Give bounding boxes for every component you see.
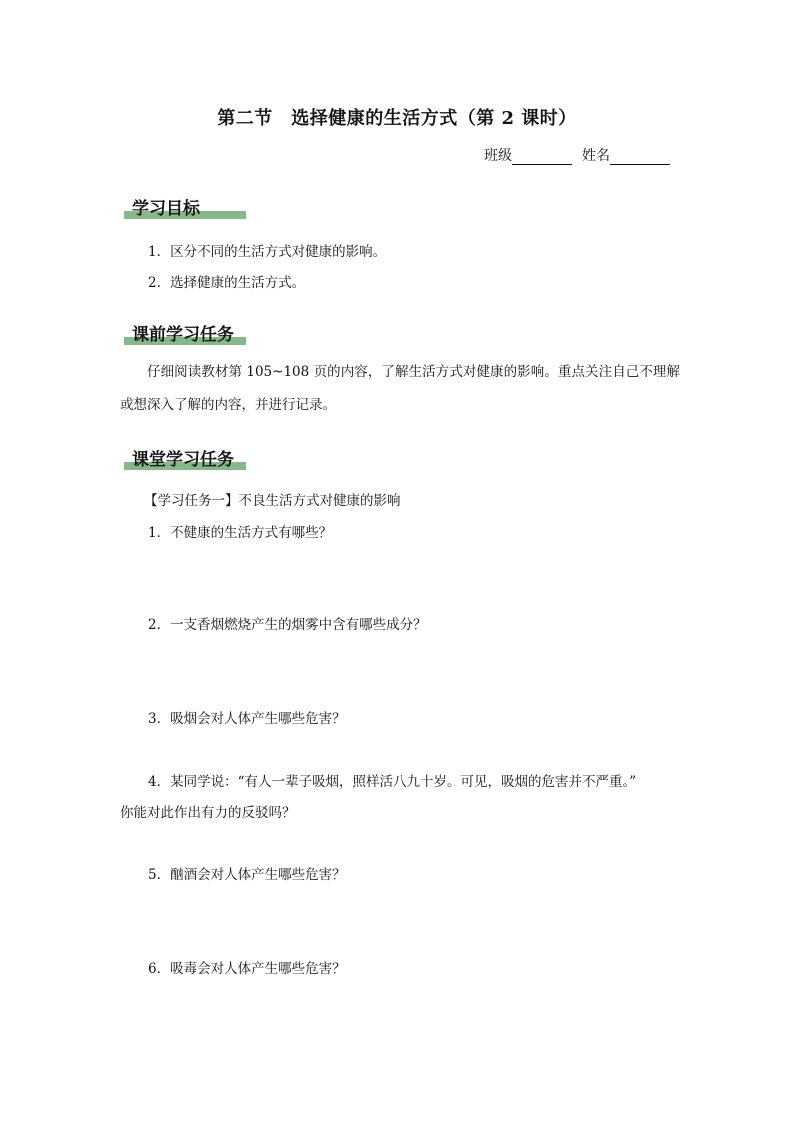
section-preclass	[124, 320, 234, 345]
question: 5．酗酒会对人体产生哪些危害？	[148, 867, 346, 883]
question: 6．吸毒会对人体产生哪些危害？	[148, 961, 346, 977]
section-heading: 学习目标	[132, 199, 200, 219]
name-label: 姓名	[582, 148, 610, 164]
class-label: 班级	[484, 148, 512, 164]
section-heading: 课前学习任务	[132, 325, 234, 345]
section-inclass	[124, 445, 234, 470]
preclass-paragraph: 仔细阅读教材第 105~108 页的内容，了解生活方式对健康的影响。重点关注自己不理解或想深入了解的内容，并进行记录。	[120, 364, 680, 413]
goal-item: 1．区分不同的生活方式对健康的影响。	[148, 244, 387, 260]
question: 4．某同学说：“有人一辈子吸烟，照样活八九十岁。可见，吸烟的危害并不严重。”	[148, 774, 637, 790]
goal-item: 2．选择健康的生活方式。	[148, 275, 306, 291]
question-continuation: 你能对此作出有力的反驳吗？	[120, 805, 296, 821]
question: 3．吸烟会对人体产生哪些危害？	[148, 711, 346, 727]
question: 1．不健康的生活方式有哪些？	[148, 525, 333, 541]
class-blank[interactable]	[512, 150, 572, 165]
name-blank[interactable]	[610, 150, 670, 165]
student-info-line	[484, 145, 670, 165]
task-title: 【学习任务一】不良生活方式对健康的影响	[144, 493, 401, 509]
question: 2．一支香烟燃烧产生的烟雾中含有哪些成分？	[148, 617, 427, 633]
page-title: 第二节 选择健康的生活方式（第 2 课时）	[217, 108, 577, 129]
section-goals	[124, 194, 200, 219]
section-heading: 课堂学习任务	[132, 450, 234, 470]
